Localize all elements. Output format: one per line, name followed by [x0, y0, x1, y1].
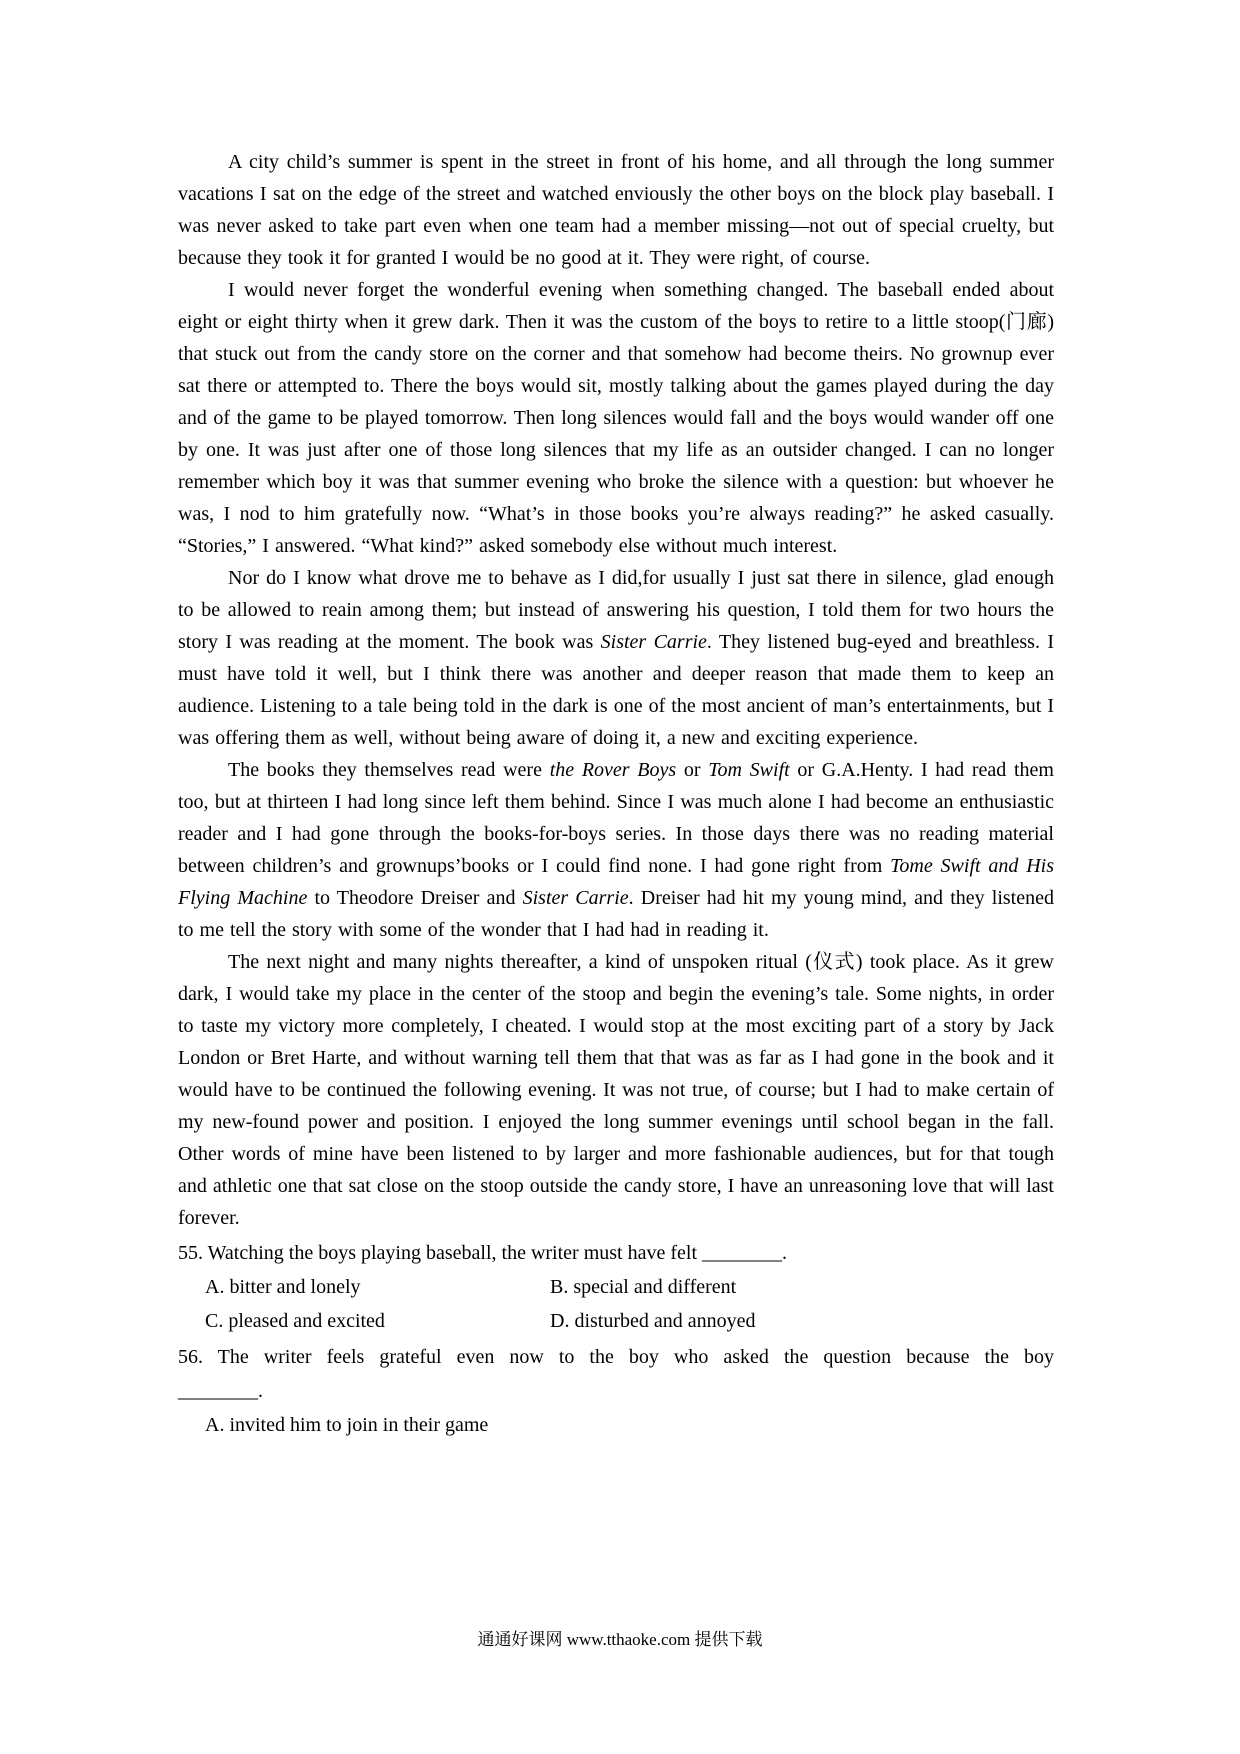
passage-paragraph — [178, 274, 1054, 562]
passage-text: or — [676, 759, 709, 781]
passage-text: The next night and many nights thereafter, a kind of unspoken ritual (仪式) took place. As it grew dark, I would take my place in the center of the stoop and begin the evening’s tale. Some nights, in order to taste my victory more completely, I cheated. I would stop at the most exciting part of a story by Jack London or Bret Harte, and without warning tell them that that was as far as I had gone in the book and it would have to be continued the following evening. It was not true, of course; but I had to make certain of my new-found power and position. I enjoyed the long summer evenings until school began in the fall. Other words of mine have been listened to by larger and more fashionable audiences, but for that tough and athletic one that sat close on the stoop outside the candy store, I have an unreasoning love that will last forever. — [178, 951, 1054, 1229]
question-55-option-d: D. disturbed and annoyed — [550, 1310, 756, 1332]
book-title-italic: Sister Carrie — [600, 631, 707, 653]
passage-text: or G.A.Henty. I had read them too, but at thirteen I had long since left them behind. Since I was much alone I had become an enthusiastic reader and I had gone through the books-for-boys series. In those days there was no reading material between children’s and grownups’books or I could find none. I had gone right from — [178, 759, 1054, 877]
question-56-option-a: A. invited him to join in their game — [205, 1414, 489, 1436]
passage-text: Nor do I know what drove me to behave as I did,for usually I just sat there in silence, glad enough to be allowed to reain among them; but instead of answering his question, I told them for two hours the story I was reading at the moment. The book was — [178, 567, 1054, 653]
passage-text: I would never forget the wonderful evening when something changed. The baseball ended about eight or eight thirty when it grew dark. Then it was the custom of the boys to retire to a little stoop(门廊) that stuck out from the candy store on the corner and that somehow had become theirs. No grownup ever sat there or attempted to. There the boys would sit, mostly talking about the games played during the day and of the game to be played tomorrow. Then long silences would fall and the boys would wander off one by one. It was just after one of those long silences that my life as an outsider changed. I can no longer remember which boy it was that summer evening who broke the silence with a question: but whoever he was, I nod to him gratefully now. “What’s in those books you’re always reading?” he asked casually. “Stories,” I answered. “What kind?” asked somebody else without much interest. — [178, 279, 1054, 557]
question-55-option-b: B. special and different — [550, 1276, 737, 1298]
question-55-option-c: C. pleased and excited — [205, 1310, 385, 1332]
passage-text: to Theodore Dreiser and — [307, 887, 523, 909]
passage-text: A city child’s summer is spent in the street in front of his home, and all through the long summer vacations I sat on the edge of the street and watched enviously the other boys on the block play baseball. I was never asked to take part even when one team had a member missing—not out of special cruelty, but because they took it for granted I would be no good at it. They were right, of course. — [178, 151, 1054, 269]
question-56-blank: ________. — [178, 1380, 263, 1402]
book-title-italic: the Rover Boys — [549, 759, 677, 781]
passage-paragraph — [178, 946, 1054, 1234]
book-title-italic: Tome Swift and His Flying Machine — [178, 855, 1054, 909]
question-56-stem: 56. The writer feels grateful even now to the boy who asked the question because the boy — [178, 1346, 1054, 1368]
passage-paragraph — [178, 562, 1054, 754]
reading-passage — [178, 146, 1054, 1234]
question-55 — [178, 1236, 1054, 1338]
passage-text: . Dreiser had hit my young mind, and they listened to me tell the story with some of the wonder that I had had in reading it. — [178, 887, 1054, 941]
passage-text: . They listened bug-eyed and breathless. I must have told it well, but I think there was another and deeper reason that made them to keep an audience. Listening to a tale being told in the dark is one of the most ancient of man’s entertainments, but I was offering them as well, without being aware of doing it, a new and exciting experience. — [178, 631, 1054, 749]
question-55-options — [178, 1270, 1054, 1338]
passage-paragraph — [178, 754, 1054, 946]
book-title-italic: Sister Carrie — [522, 887, 629, 909]
page-footer: 通通好课网 www.tthaoke.com 提供下载 — [477, 1630, 763, 1649]
page-content — [178, 146, 1054, 1442]
book-title-italic: Tom Swift — [708, 759, 790, 781]
question-55-stem: 55. Watching the boys playing baseball, the writer must have felt ________. — [178, 1242, 788, 1264]
question-55-option-a: A. bitter and lonely — [205, 1276, 361, 1298]
passage-paragraph — [178, 146, 1054, 274]
question-56 — [178, 1340, 1054, 1442]
passage-text: The books they themselves read were — [228, 759, 550, 781]
